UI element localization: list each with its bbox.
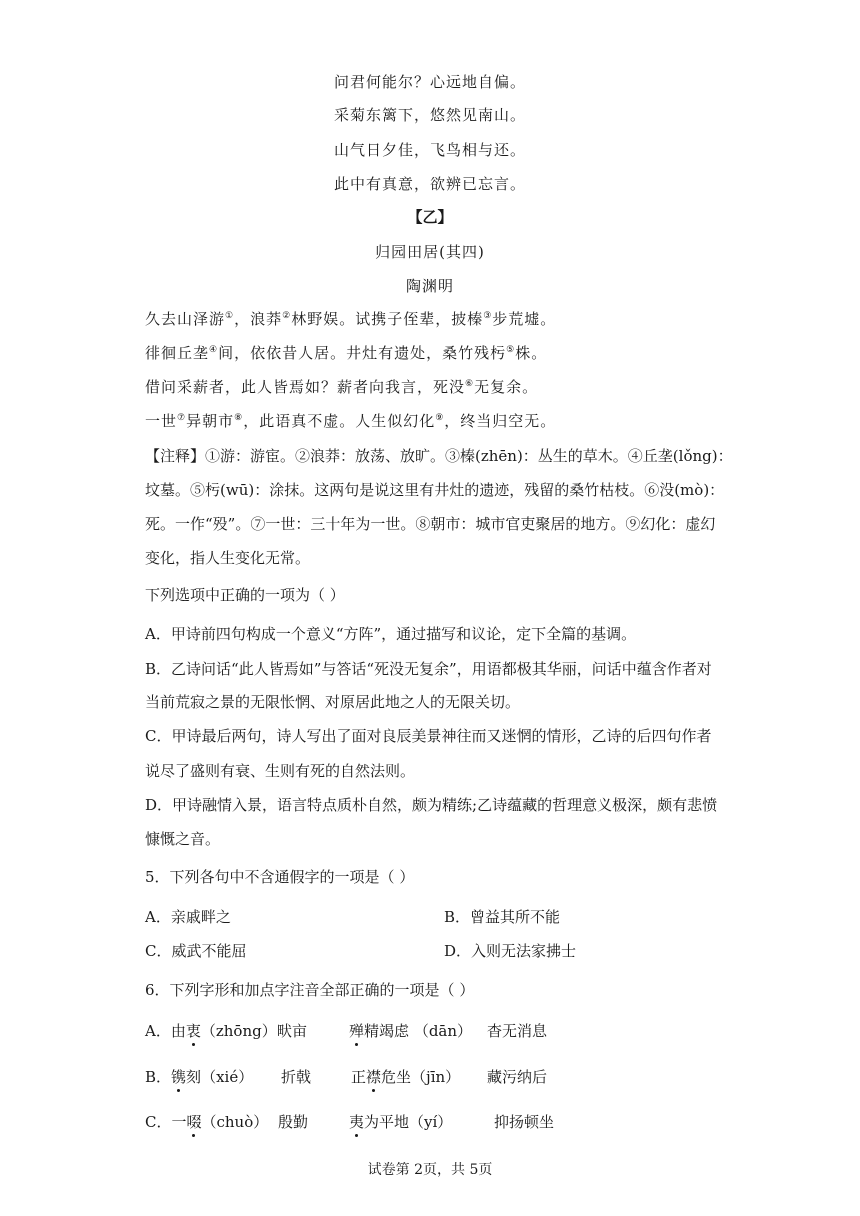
q6-option-a-word4: 杳无消息: [487, 1022, 548, 1040]
page-footer: 试卷第 2页，共 5页: [367, 1162, 493, 1178]
q5-option-c: C．威武不能屈: [145, 942, 247, 960]
q4-option-b: B．乙诗问话“此人皆焉如”与答话“死没无复余”，用语都极其华丽，问话中蕴含作者对: [145, 660, 712, 678]
annotation-line: 坟墓。⑤杇(wū)：涂抹。这两句是说这里有井灶的遗迹，残留的桑竹枯枝。⑥没(mò)：: [145, 481, 725, 499]
q6-option-c: C．一啜（chuò）: [145, 1113, 269, 1131]
q4-option-c: C．甲诗最后两句，诗人写出了面对良辰美景神往而又迷惘的情形，乙诗的后四句作者: [145, 727, 712, 745]
section-label-yi: 【乙】: [407, 208, 453, 226]
annotation-line: 变化，指人生变化无常。: [145, 549, 311, 567]
q5-option-b: B．曾益其所不能: [444, 908, 561, 926]
q6-option-c-word2: 殷勤: [278, 1113, 309, 1131]
question-4-stem: 下列选项中正确的一项为（ ）: [145, 586, 345, 604]
poem-yi-line: 一世⑦异朝市⑧，此语真不虚。人生似幻化⑨，终当归空无。: [145, 412, 557, 430]
q6-option-b-word2: 折戟: [281, 1068, 312, 1086]
q6-option-a: A．由衷（zhōng）: [145, 1022, 277, 1040]
poem-jia-line: 问君何能尔？心远地自偏。: [333, 73, 526, 91]
q4-option-d: D．甲诗融情入景，语言特点质朴自然，颇为精练;乙诗蕴藏的哲理意义极深，颇有悲愤: [145, 796, 718, 814]
q4-option-c-cont: 说尽了盛则有衰、生则有死的自然法则。: [145, 762, 416, 780]
q4-option-a: A．甲诗前四句构成一个意义“方阵”，通过描写和议论，定下全篇的基调。: [145, 625, 637, 643]
poem-jia-line: 山气日夕佳，飞鸟相与还。: [333, 141, 526, 159]
q6-option-b-word3: 正襟危坐（jīn）: [351, 1068, 461, 1086]
poem-yi-line: 借问采薪者，此人皆焉如？薪者向我言，死没⑥无复余。: [145, 378, 539, 396]
q5-option-a: A．亲戚畔之: [145, 908, 231, 926]
q6-option-a-word2: 畎亩: [277, 1022, 308, 1040]
poem-yi-line: 徘徊丘垄④间，依依昔人居。井灶有遗处，桑竹残杇⑤株。: [145, 344, 548, 362]
q4-option-b-cont: 当前荒寂之景的无限怅惘、对原居此地之人的无限关切。: [145, 693, 521, 711]
q4-option-d-cont: 慷慨之音。: [145, 830, 221, 848]
q6-option-b: B．镌刻（xié）: [145, 1068, 254, 1086]
q6-option-c-word3: 夷为平地（yí）: [349, 1113, 453, 1131]
q5-option-d: D．入则无法家拂士: [444, 942, 577, 960]
annotation-line: 【注释】①游：游宦。②浪莽：放荡、放旷。③榛(zhēn)：丛生的草木。④丘垄(lǒng)：: [145, 447, 733, 465]
q6-option-c-word4: 抑扬顿坐: [494, 1113, 555, 1131]
poem-jia-line: 采菊东篱下，悠然见南山。: [333, 106, 526, 124]
poem-jia-line: 此中有真意，欲辨已忘言。: [333, 175, 526, 193]
poem-yi-line: 久去山泽游①，浪莽②林野娱。试携子侄辈，披榛③步荒墟。: [145, 310, 557, 328]
q6-option-b-word4: 藏污纳后: [487, 1068, 548, 1086]
poem-yi-title: 归园田居(其四): [375, 243, 485, 261]
annotation-line: 死。一作“殁”。⑦一世：三十年为一世。⑧朝市：城市官吏聚居的地方。⑨幻化：虚幻: [145, 515, 716, 533]
poem-yi-author: 陶渊明: [405, 277, 454, 295]
question-5-stem: 5．下列各句中不含通假字的一项是（ ）: [145, 868, 415, 886]
question-6-stem: 6．下列字形和加点字注音全部正确的一项是（ ）: [145, 981, 475, 999]
q6-option-a-word3: 殚精竭虑 （dān）: [349, 1022, 473, 1040]
